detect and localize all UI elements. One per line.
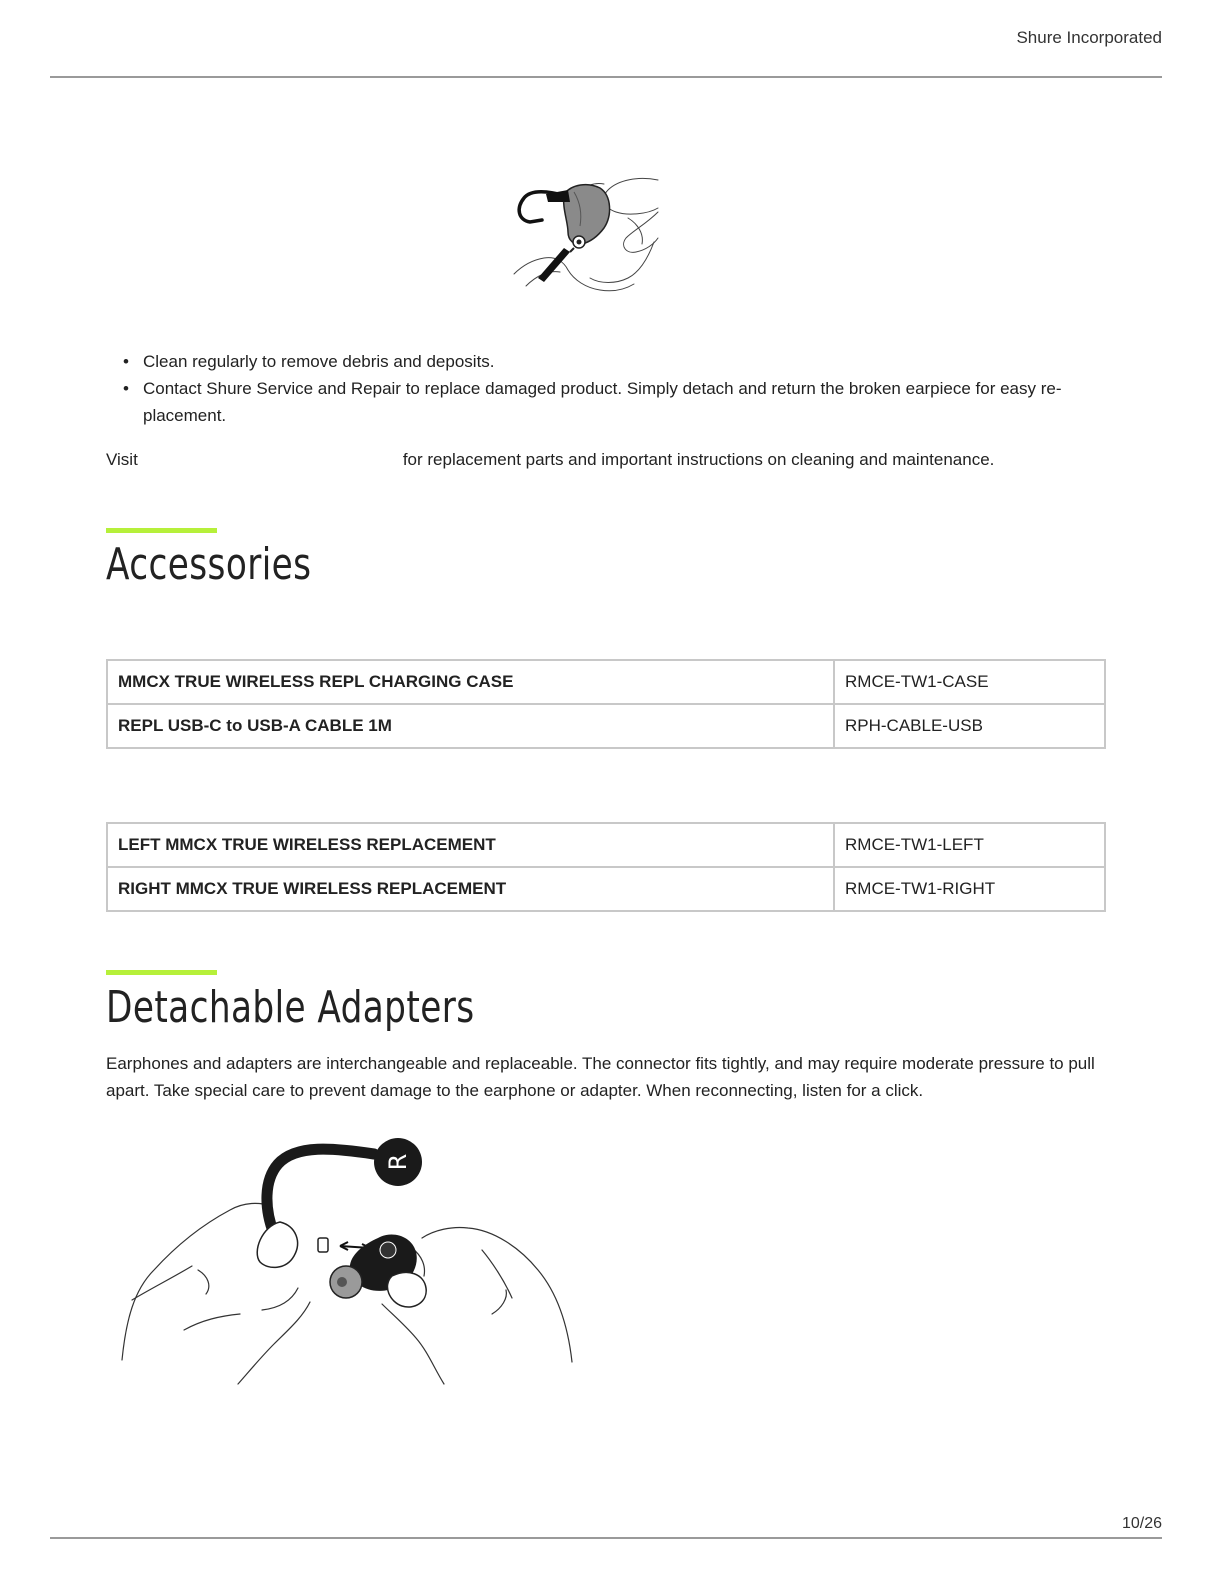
visit-text [106,449,1106,471]
accessories-heading: Accessories [106,539,312,590]
table-row [107,867,1105,911]
list-item-text: Contact Shure Service and Repair to replace damaged product. Simply detach and return the broken earpiece for easy re-placement. [143,379,1062,425]
bullet-icon: • [123,379,129,398]
list-item-text: Clean regularly to remove debris and deposits. [143,352,495,371]
detachable-adapter-illustration [112,1130,582,1392]
adapters-paragraph: Earphones and adapters are interchangeable and replaceable. The connector fits tightly, and may require moderate pressure to pull apart. Take special care to prevent damage to the earphone or adapter. When reconnecting, listen for a click. [106,1054,1095,1100]
accessories-table-2 [106,822,1106,912]
header-company-name: Shure Incorporated [1016,28,1162,47]
list-item [120,348,1110,375]
bullet-icon: • [123,352,129,371]
earphone-cleaning-illustration [508,172,664,298]
accessory-name: LEFT MMCX TRUE WIRELESS REPLACEMENT [107,823,834,867]
section-accent-bar [106,528,217,533]
page-number: 10/26 [1121,1515,1162,1532]
visit-prefix: Visit [106,450,138,469]
table-row [107,704,1105,748]
accessory-code: RPH-CABLE-USB [834,704,1105,748]
list-item [120,375,1110,429]
right-channel-label: R [384,1153,412,1171]
accessory-code: RMCE-TW1-RIGHT [834,867,1105,911]
section-accent-bar [106,970,217,975]
care-bullet-list [120,348,1110,429]
accessories-table-1 [106,659,1106,749]
accessory-name: RIGHT MMCX TRUE WIRELESS REPLACEMENT [107,867,834,911]
footer-rule [50,1537,1162,1539]
visit-suffix: for replacement parts and important instructions on cleaning and maintenance. [402,450,995,469]
detachable-adapters-heading: Detachable Adapters [106,982,475,1033]
accessory-name: MMCX TRUE WIRELESS REPL CHARGING CASE [107,660,834,704]
table-row [107,660,1105,704]
header-rule [50,76,1162,78]
accessory-code: RMCE-TW1-CASE [834,660,1105,704]
accessory-name: REPL USB-C to USB-A CABLE 1M [107,704,834,748]
accessory-code: RMCE-TW1-LEFT [834,823,1105,867]
table-row [107,823,1105,867]
